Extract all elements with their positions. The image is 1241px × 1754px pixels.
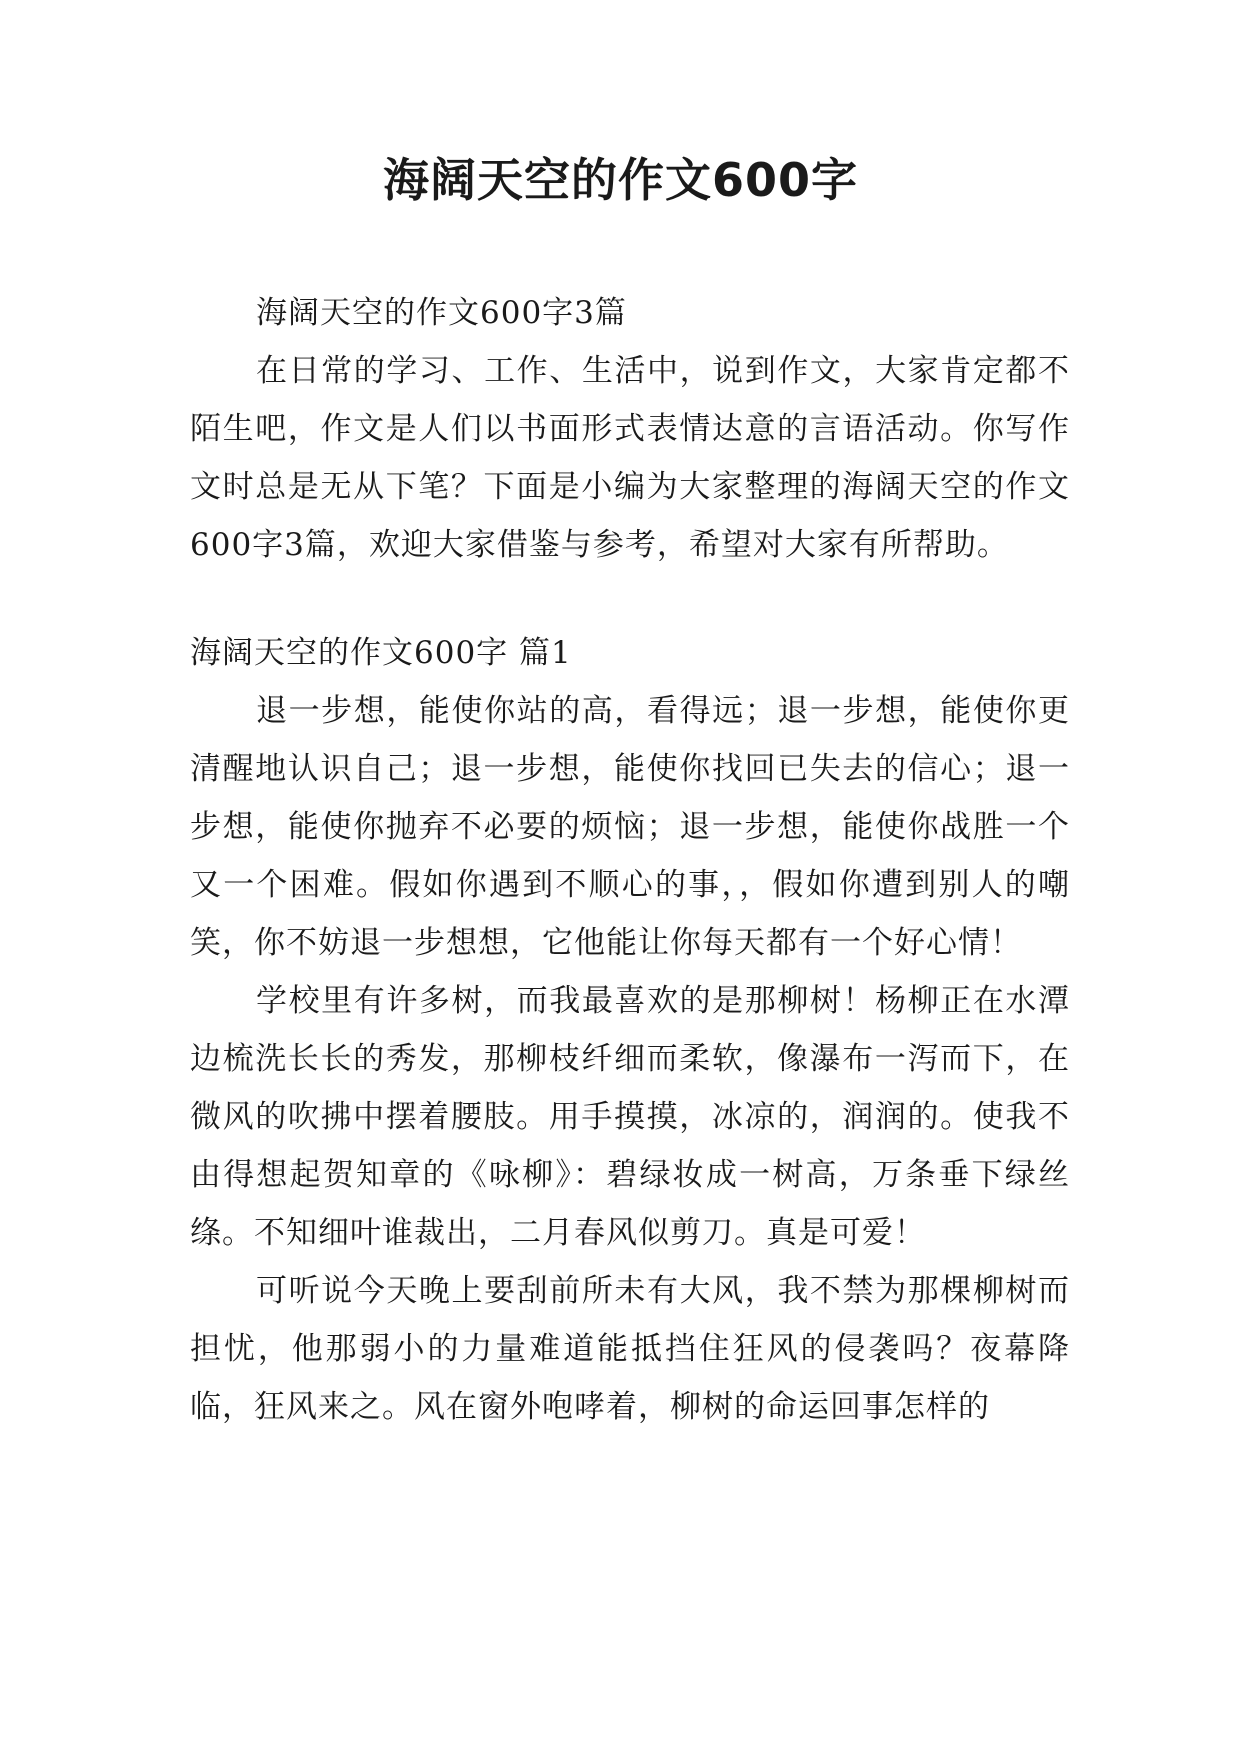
document-body — [190, 284, 1070, 1436]
body-paragraph: 退一步想，能使你站的高，看得远；退一步想，能使你更清醒地认识自己；退一步想，能使你找回已失去的信心；退一步想，能使你抛弃不必要的烦恼；退一步想，能使你战胜一个又一个困难。假如你遇到不顺心的事，，假如你遭到别人的嘲笑，你不妨退一步想想，它他能让你每天都有一个好心情！ — [190, 693, 1070, 961]
body-paragraph: 学校里有许多树，而我最喜欢的是那柳树！杨柳正在水潭边梳洗长长的秀发，那柳枝纤细而柔软，像瀑布一泻而下，在微风的吹拂中摆着腰肢。用手摸摸，冰凉的，润润的。使我不由得想起贺知章的《咏柳》：碧绿妆成一树高，万条垂下绿丝绦。不知细叶谁裁出，二月春风似剪刀。真是可爱！ — [190, 983, 1070, 1251]
body-paragraph: 可听说今天晚上要刮前所未有大风，我不禁为那棵柳树而担忧，他那弱小的力量难道能抵挡住狂风的侵袭吗？夜幕降临，狂风来之。风在窗外咆哮着，柳树的命运回事怎样的 — [190, 1273, 1070, 1425]
document-title: 海阔天空的作文600字 — [382, 153, 859, 207]
document-subtitle: 海阔天空的作文600字3篇 — [256, 295, 627, 331]
intro-paragraph: 在日常的学习、工作、生活中，说到作文，大家肯定都不陌生吧，作文是人们以书面形式表情达意的言语活动。你写作文时总是无从下笔？下面是小编为大家整理的海阔天空的作文600字3篇，欢迎大家借鉴与参考，希望对大家有所帮助。 — [190, 353, 1070, 563]
section-heading: 海阔天空的作文600字 篇1 — [190, 635, 572, 671]
